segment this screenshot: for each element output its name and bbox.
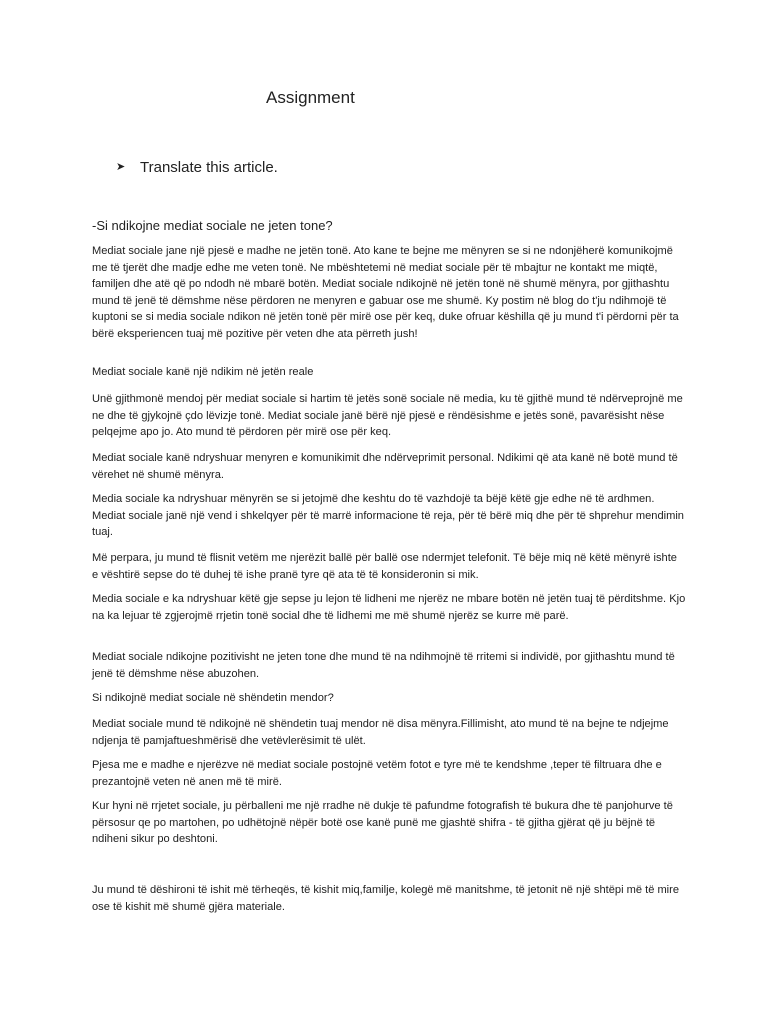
bullet-item (116, 159, 278, 176)
paragraph-positive: Mediat sociale ndikojne pozitivisht ne jeten tone dhe mund të na ndihmojnë të rritemi si individë, por gjithashtu mund të jenë të dëmshme nëse abuzohen. (92, 651, 675, 680)
paragraph-real-life: Unë gjithmonë mendoj për mediat sociale si hartim të jetës sonë sociale në media, ku të gjithë mund të ndërveprojnë me ne dhe të gjykojnë çdo lëvizje tonë. Mediat sociale janë bërë një pjesë e rëndësishme e jetës sonë, pavarësisht nëse pelqejme apo jo. Ato mund të përdoren për mirë ose për keq. (92, 393, 683, 439)
paragraph-before: Më perpara, ju mund të flisnit vetëm me njerëzit ballë për ballë ose ndermjet telefonit. Të bëje miq në këtë mënyrë ishte e vështirë sepse do të duhej të ishe pranë tyre që ata të të konsideronin si mik. (92, 552, 677, 581)
paragraph-communication: Mediat sociale kanë ndryshuar menyren e komunikimit dhe ndërveprimit personal. Ndikimi që ata kanë në botë mund të vërehet në shumë mënyra. (92, 452, 678, 481)
paragraph-changed-living: Media sociale ka ndryshuar mënyrën se si jetojmë dhe keshtu do të vazhdojë ta bëjë këtë gje edhe në të ardhmen. Mediat sociale janë një vend i shkelqyer për të marrë informacione të reja, për të bërë miq dhe për të shprehur mendimin tuaj. (92, 493, 684, 539)
section-heading-real-life: Mediat sociale kanë një ndikim në jetën reale (92, 366, 314, 378)
bullet-text: Translate this article. (140, 159, 278, 176)
section-heading-mental-health: Si ndikojnë mediat sociale në shëndetin mendor? (92, 692, 334, 704)
arrowhead-bullet-icon: ➤ (116, 161, 126, 173)
paragraph-intro: Mediat sociale jane një pjesë e madhe ne jetën tonë. Ato kane te bejne me mënyren se si ne ndonjëherë komunikojmë me të tjerët dhe madje edhe me veten tonë. Ne mbështetemi në mediat sociale për të mbajtur ne kontakt me miqtë, familjen dhe atë që po ndodh në mbarë botën. Mediat sociale ndikojnë në jetën tonë në shumë mënyra, por gjithashtu mund të jenë të dëmshme nëse përdoren ne menyren e gabuar ose me shumë. Ky postim në blog do t'ju ndihmojë të kuptoni se si media sociale ndikon në jetën tonë për mirë ose për keq, duke ofruar këshilla që ju mund t'i përdorni për ta bërë eksperiencen tuaj më pozitive për veten dhe ata përreth jush! (92, 245, 679, 340)
article-subheading: -Si ndikojne mediat sociale ne jeten tone? (92, 218, 333, 233)
paragraph-desires: Ju mund të dëshironi të ishit më tërheqës, të kishit miq,familje, kolegë më manitshme, të jetonit në një shtëpi më të mire ose të kishit më shumë gjëra materiale. (92, 884, 680, 913)
document-title: Assignment (266, 88, 355, 107)
paragraph-connect: Media sociale e ka ndryshuar këtë gje sepse ju lejon të lidheni me njerëz ne mbare botën në jetën tuaj të përditshme. Kjo na ka lejuar të zgjerojmë rrjetin tonë social dhe të lidhemi me më shumë njerëz se kurre më parë. (92, 593, 686, 622)
paragraph-mental-health: Mediat sociale mund të ndikojnë në shëndetin tuaj mendor në disa mënyra.Fillimisht, ato mund të na bejne te ndjejme ndjenja të pamjaftueshmërisë dhe vetëvlerësimit të ulët. (92, 718, 669, 747)
paragraph-filtered-photos: Pjesa me e madhe e njerëzve në mediat sociale postojnë vetëm fotot e tyre më te kendshme ,teper të filtruara dhe e prezantojnë veten në anen më të mirë. (92, 759, 662, 788)
paragraph-endless-photos: Kur hyni në rrjetet sociale, ju përballeni me një rradhe në dukje të pafundme fotografish të bukura dhe të panjohurve të përsosur qe po martohen, po udhëtojnë nëpër botë ose kanë punë me gjashtë shifra - të gjitha gjërat që ju bëjnë të ndiheni sikur po deshtoni. (92, 800, 673, 846)
